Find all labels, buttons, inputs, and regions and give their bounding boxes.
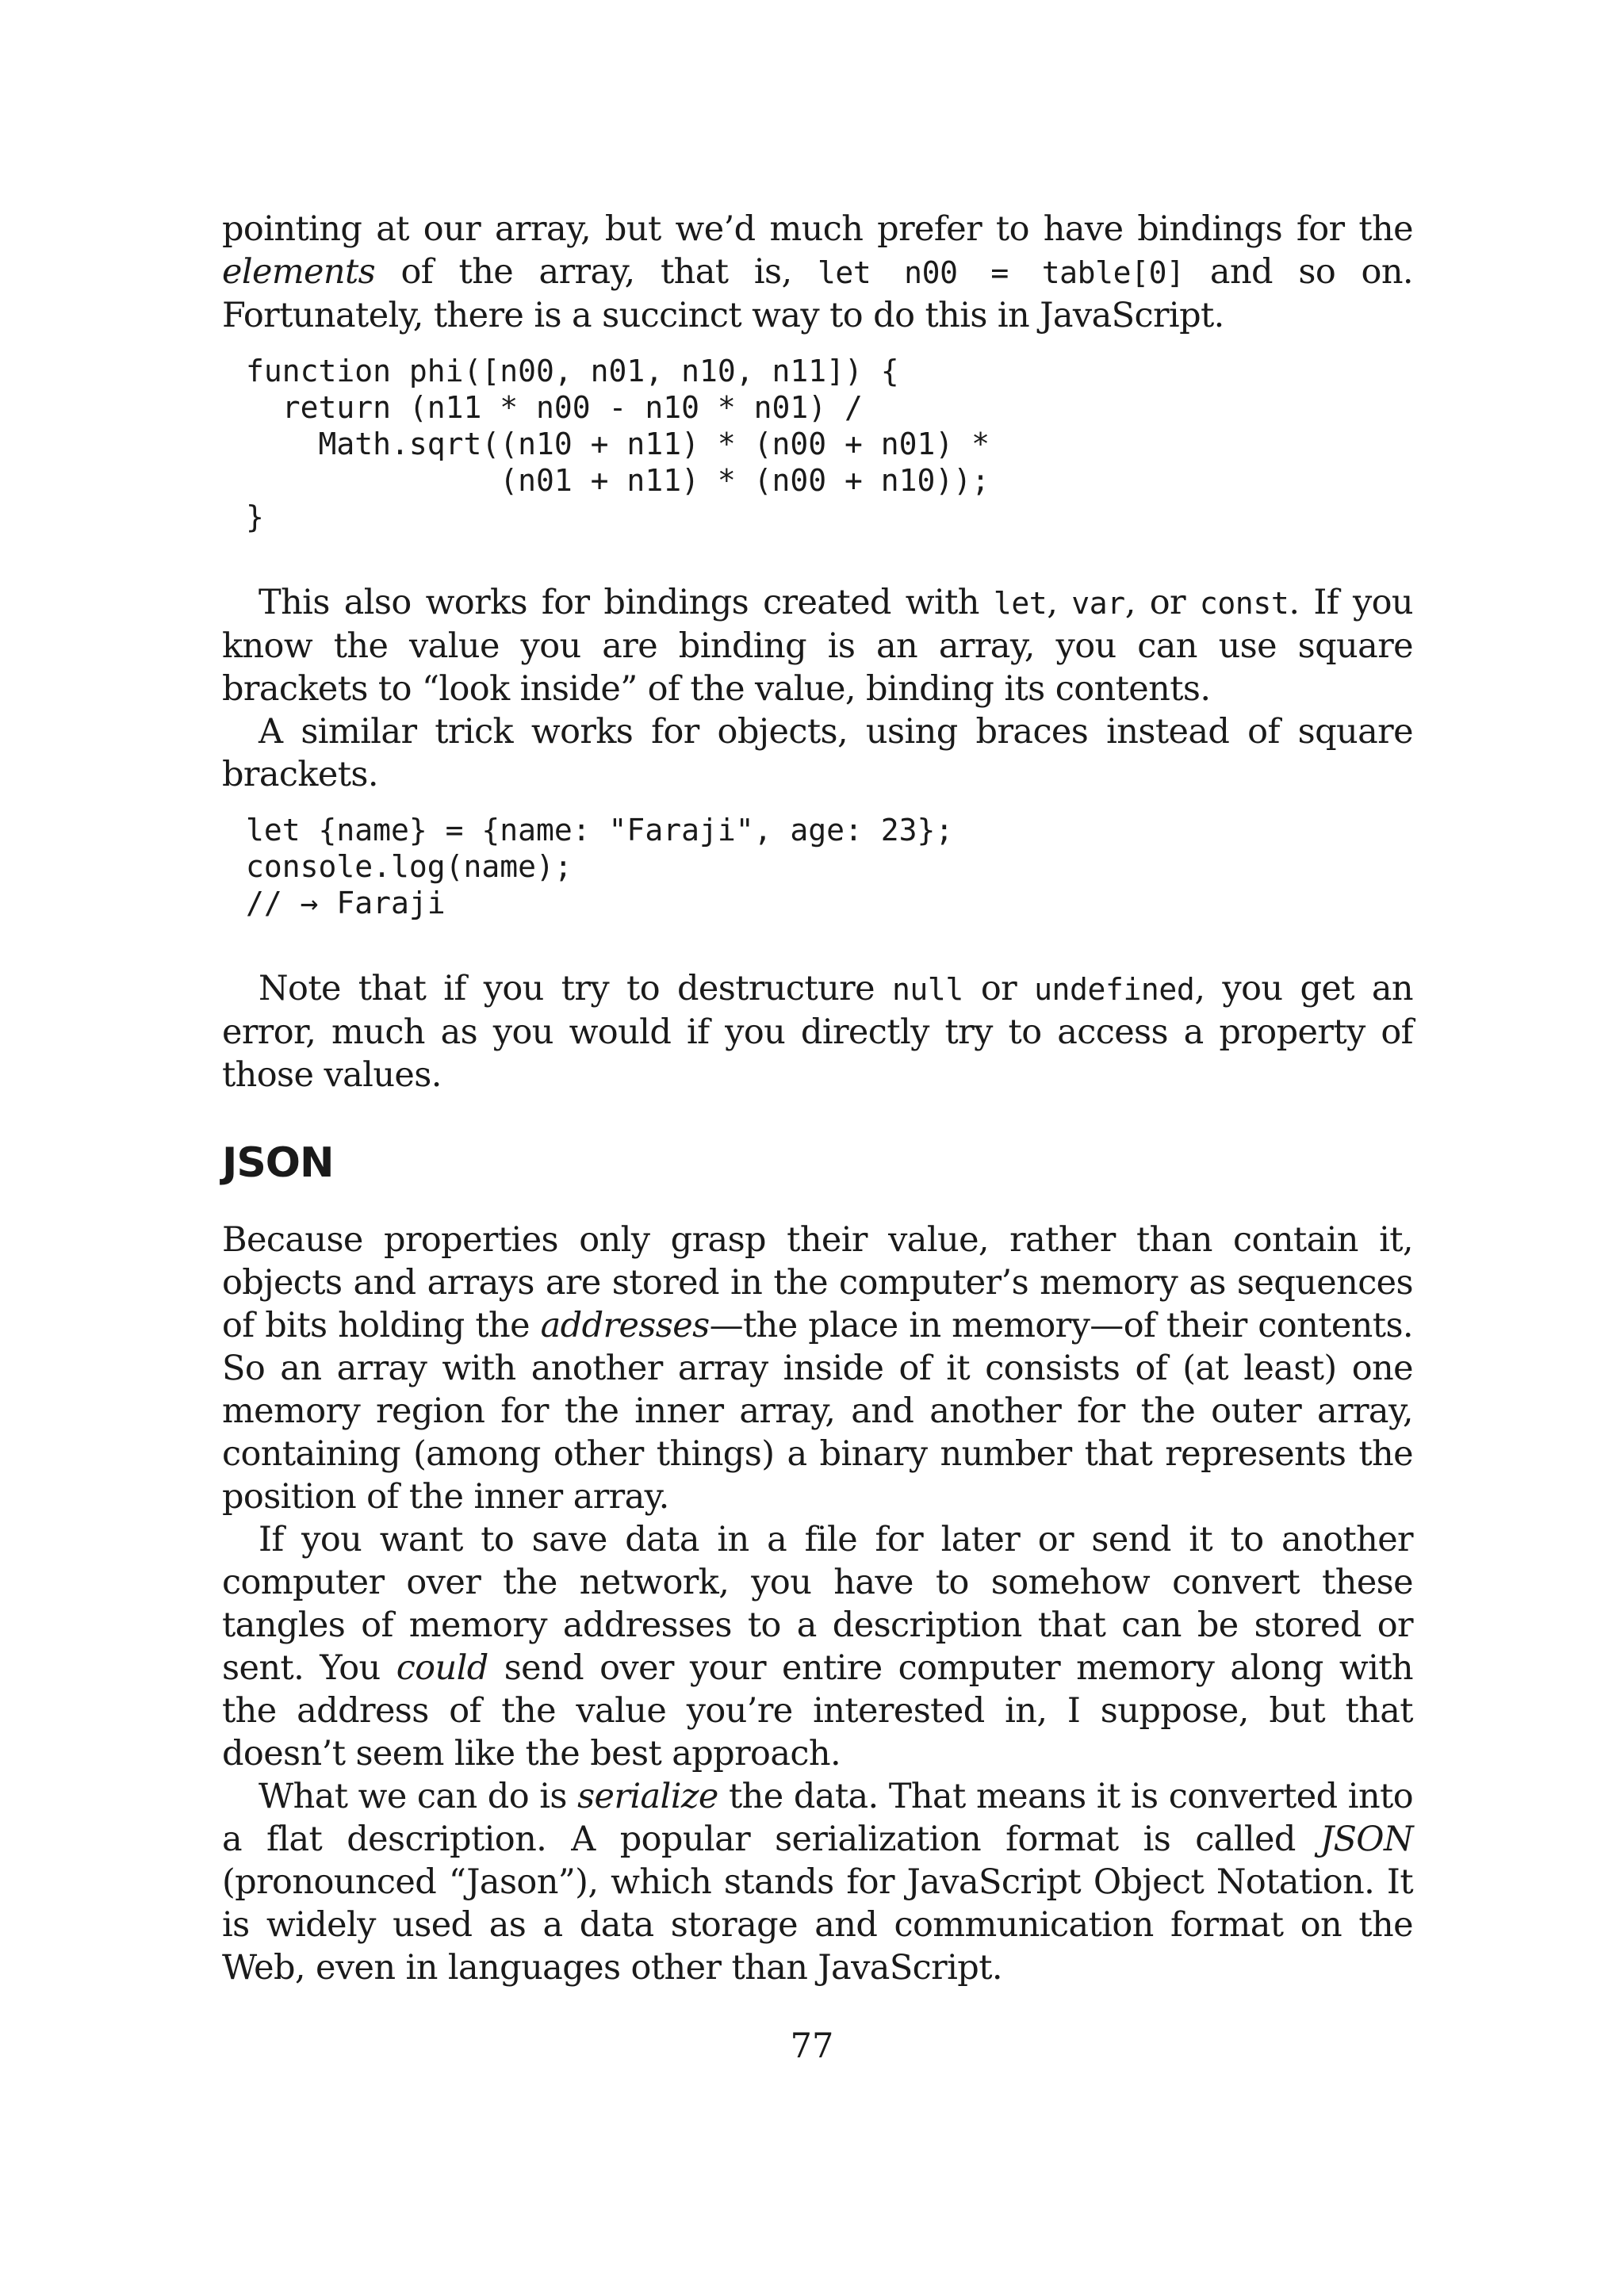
code-line: let {name} = {name: "Faraji", age: 23}; xyxy=(246,813,954,848)
code-line: Math.sqrt((n10 + n11) * (n00 + n01) * xyxy=(246,427,990,461)
paragraph-let-var-const: This also works for bindings created with let, var, or const. If you know the value you are binding is an array, you can use square brackets to “look inside” of the value, binding its contents. xyxy=(222,583,1414,709)
paragraph-memory-addresses: Because properties only grasp their value, rather than contain it, objects and arrays are stored in the computer’s memory as sequences of bits holding the addresses—the place in memory—of their contents. So an array with another array inside of it consists of (at least) one memory region for the inner array, and another for the outer array, containing (among other things) a binary number that represents the position of the inner array. xyxy=(222,1220,1413,1517)
code-line: return (n11 * n00 - n10 * n01) / xyxy=(246,390,863,425)
code-line: // → Faraji xyxy=(246,886,446,920)
emphasis-elements: elements xyxy=(222,252,376,292)
page-number: 77 xyxy=(790,2026,834,2066)
inline-code-let-n00: let n00 = table[0] xyxy=(817,255,1185,290)
paragraph-save-data: If you want to save data in a file for later or send it to another computer over the network, you have to somehow convert these tangles of memory addresses to a description that can be stored or sent. You could send over your entire computer memory along with the address of the value you’re interested in, I suppose, but that doesn’t seem like the best approach. xyxy=(222,1520,1413,1774)
page-body xyxy=(222,208,1413,1989)
code-block-phi-function xyxy=(222,353,1413,535)
code-block-object-destructuring xyxy=(222,812,1413,921)
section-heading-json: JSON xyxy=(222,1139,334,1187)
paragraph-elements-bindings: pointing at our array, but we’d much prefer to have bindings for the elements of the array, that is, let n00 = table[0] and so on. Fortunately, there is a succinct way to do this in JavaScript. xyxy=(222,209,1413,335)
code-line: (n01 + n11) * (n00 + n10)); xyxy=(246,463,990,498)
code-line: console.log(name); xyxy=(246,849,573,884)
code-line: } xyxy=(246,499,264,534)
paragraph-objects-braces: A similar trick works for objects, using braces instead of square brackets. xyxy=(222,712,1413,794)
code-line: function phi([n00, n01, n10, n11]) { xyxy=(246,354,899,388)
paragraph-destructure-null: Note that if you try to destructure null or undefined, you get an error, much as you would if you directly try to access a property of those values. xyxy=(222,969,1413,1095)
paragraph-serialize: What we can do is serialize the data. That means it is converted into a flat description. A popular serialization format is called JSON (pronounced “Jason”), which stands for JavaScript Object Notation. It is widely used as a data storage and communication format on the Web, even in languages other than JavaScript. xyxy=(222,1777,1414,1988)
